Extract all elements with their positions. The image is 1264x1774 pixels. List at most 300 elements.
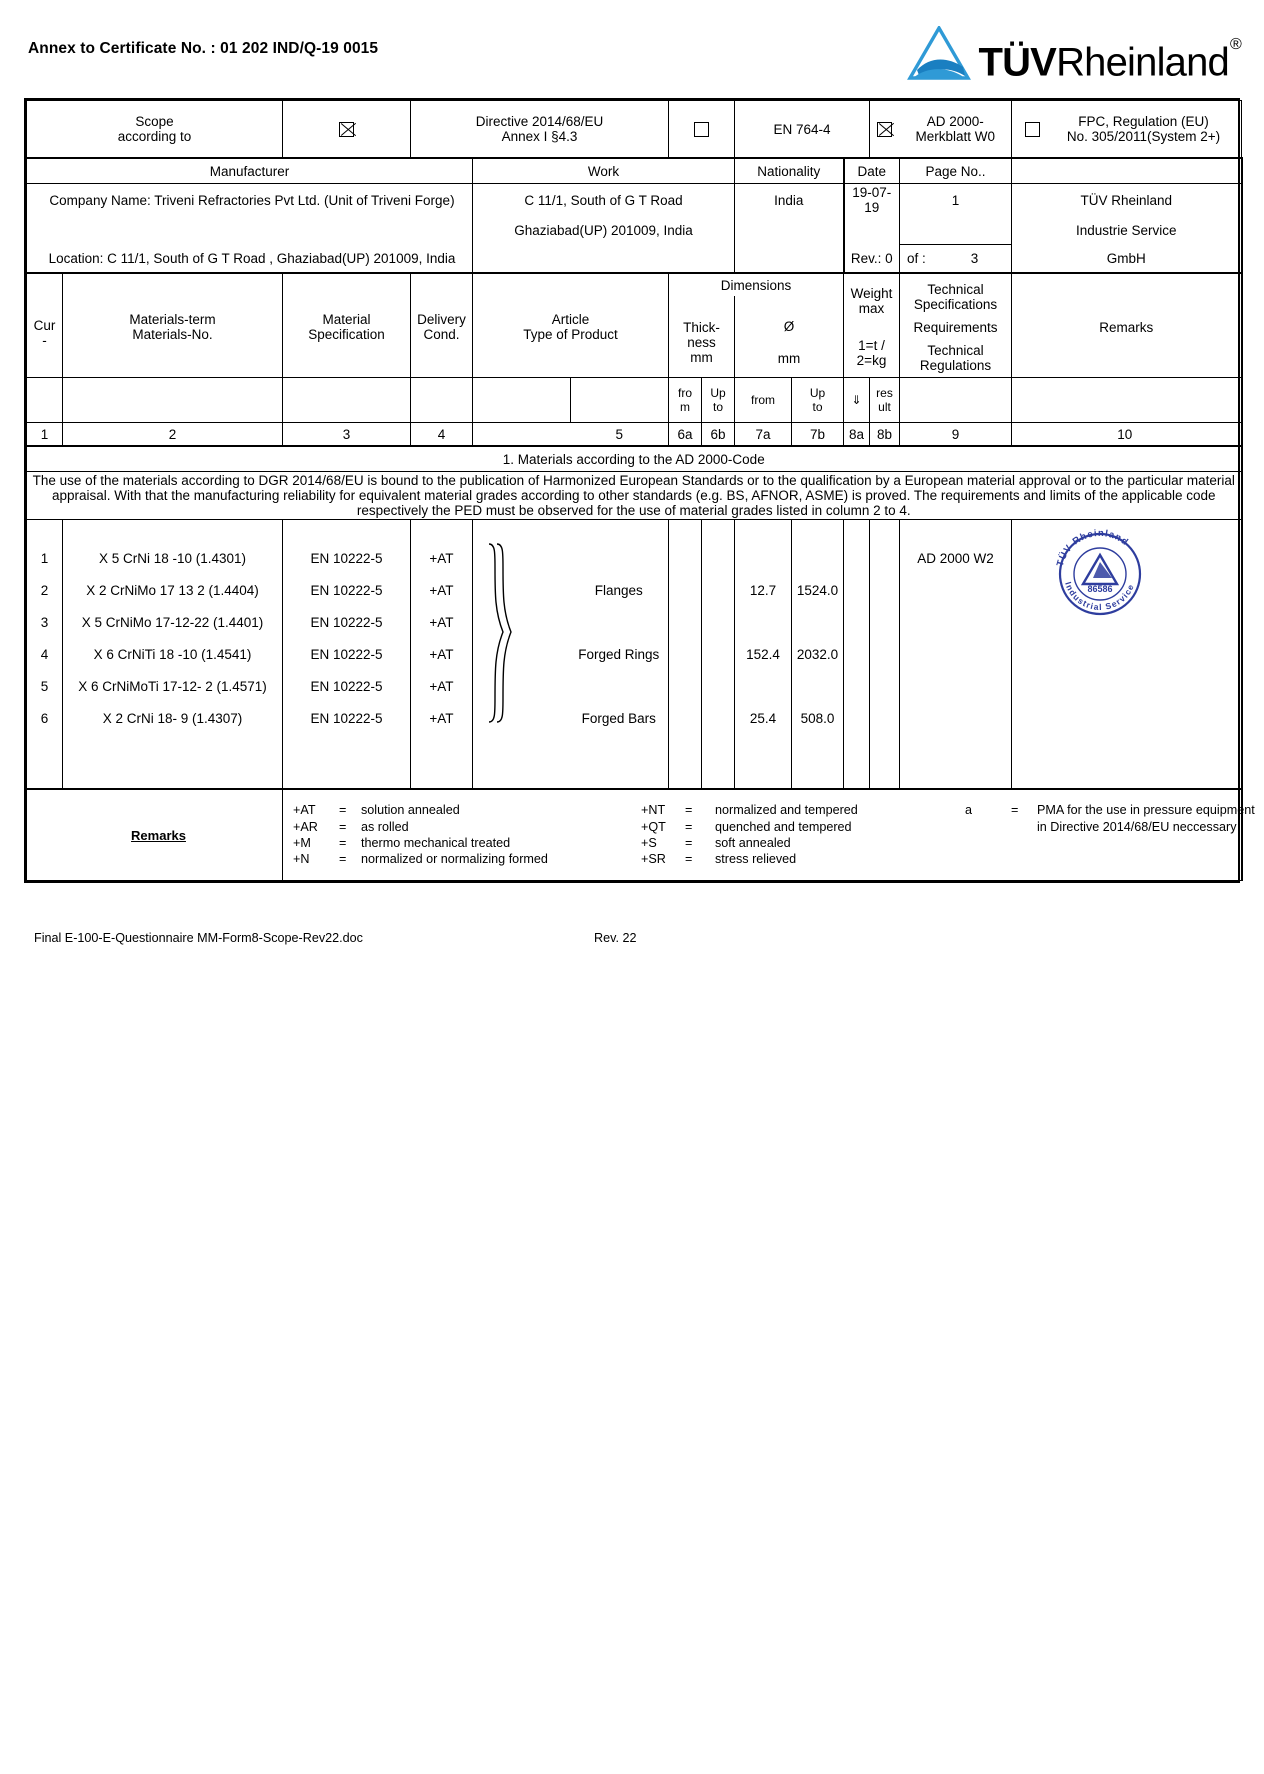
- row-2-thick-upto: [702, 574, 735, 606]
- spacer-6b: [702, 520, 735, 543]
- row-5-dia-from: [735, 670, 792, 702]
- blank-7b: [792, 734, 844, 789]
- certificate-annex-page: [0, 22, 1264, 1774]
- colnum-8a: 8a: [844, 423, 870, 447]
- row-6-cond: +AT: [411, 702, 473, 734]
- column-subsub-row: [27, 378, 1242, 423]
- row-1-dia-upto: [792, 542, 844, 574]
- table-row: [27, 606, 1242, 638]
- row-3-thick-from: [669, 606, 702, 638]
- col-materials-no: Materials-No.: [132, 327, 213, 342]
- legend-c2-text-1: normalized and tempered: [715, 803, 858, 818]
- scope-label-line2: according to: [117, 129, 192, 144]
- registered-trademark-icon: ®: [1230, 35, 1241, 53]
- page-no-blank: [900, 216, 1012, 244]
- date-header: Date: [844, 158, 900, 184]
- table-row: [27, 702, 1242, 734]
- legend-c2-eq-2: =: [685, 819, 693, 834]
- sub-diameter-from: [735, 378, 792, 423]
- col-diameter-symbol-icon: Ø: [783, 318, 795, 334]
- page-no-header: Page No..: [900, 158, 1012, 184]
- col-material-label: Material: [322, 312, 371, 327]
- colnum-7b: 7b: [792, 423, 844, 447]
- row-1-weight-arrow: [844, 542, 870, 574]
- column-numbers-row: [27, 423, 1242, 447]
- row-3-tech: [900, 606, 1012, 638]
- nationality-blank: [735, 216, 844, 244]
- sub-thickness-upto: [702, 378, 735, 423]
- colnum-brace-blank: [473, 423, 571, 447]
- legend-c3-text-2: in Directive 2014/68/EU neccessary: [1037, 819, 1237, 834]
- row-4-article: Forged Rings: [571, 638, 669, 670]
- sub-from2: from: [751, 393, 775, 407]
- sub-upto2-l1: Up: [809, 386, 826, 400]
- legend-c3-blank-a: [965, 819, 1011, 835]
- row-2-cond: +AT: [411, 574, 473, 606]
- checkbox-directive-2014-68-eu[interactable]: [339, 122, 354, 137]
- col-cond-label: Cond.: [423, 327, 460, 342]
- company-blank-line: [27, 216, 473, 244]
- row-3-remarks: [1012, 606, 1242, 638]
- legend-c3-text-1: PMA for the use in pressure equipment: [1037, 803, 1255, 818]
- row-4-dia-upto: 2032.0: [792, 638, 844, 670]
- colnum-8b: 8b: [870, 423, 900, 447]
- col-delivery-label: Delivery: [417, 312, 466, 327]
- row-4-thick-upto: [702, 638, 735, 670]
- row-4-weight-result: [870, 638, 900, 670]
- spacer-row: [27, 520, 1242, 543]
- sub-upto2-l2: to: [812, 400, 823, 414]
- col-thickness-l1: Thick-: [683, 319, 720, 335]
- row-5-article: [571, 670, 669, 702]
- spacer-article: [571, 520, 669, 543]
- row-2-remarks: [1012, 574, 1242, 606]
- table-row: [27, 638, 1242, 670]
- legend-c1-eq-1: =: [339, 803, 347, 818]
- legend-c2-eq-1: =: [685, 803, 693, 818]
- row-5-cur: 5: [27, 670, 63, 702]
- row-2-cur: 2: [27, 574, 63, 606]
- row-4-remarks: [1012, 638, 1242, 670]
- row-1-thick-from: [669, 542, 702, 574]
- col-tech-l1: Technical: [927, 281, 984, 297]
- issuer-line1: TÜV Rheinland: [1012, 184, 1242, 217]
- checkbox-en-764-4[interactable]: [694, 122, 709, 137]
- section-title-row: [27, 446, 1242, 472]
- row-2-article: Flanges: [571, 574, 669, 606]
- of-value: 3: [970, 250, 979, 266]
- row-2-material: X 2 CrNiMo 17 13 2 (1.4404): [63, 574, 283, 606]
- blank-brace: [473, 734, 571, 789]
- legend-c2-eq-3: =: [685, 836, 693, 850]
- row-1-cur: 1: [27, 542, 63, 574]
- col-article-label: Article: [551, 312, 590, 327]
- row-6-thick-from: [669, 702, 702, 734]
- row-1-spec: EN 10222-5: [283, 542, 411, 574]
- row-3-dia-upto: [792, 606, 844, 638]
- colnum-2: 2: [63, 423, 283, 447]
- table-row: [27, 670, 1242, 702]
- col-technical-spec-header: [900, 273, 1012, 378]
- article-grouping-brace: [473, 542, 571, 734]
- legend-c3-blank-h: [1037, 851, 1237, 867]
- col-cur-label: Cur: [33, 318, 56, 333]
- spacer-spec: [283, 520, 411, 543]
- checkbox-ad-2000[interactable]: [877, 122, 892, 137]
- checkbox-fpc-regulation[interactable]: [1025, 122, 1040, 137]
- legend-c3-eq: =: [1011, 803, 1019, 818]
- manufacturer-header: Manufacturer: [27, 158, 473, 184]
- spacer-6a: [669, 520, 702, 543]
- row-6-weight-result: [870, 702, 900, 734]
- legend-c2-code-1: +NT: [641, 803, 666, 818]
- colnum-6b: 6b: [702, 423, 735, 447]
- scope-checkbox-ad2000-cell[interactable]: [870, 101, 900, 159]
- scope-option-directive: [411, 101, 669, 159]
- issuer-line3: GmbH: [1012, 244, 1242, 273]
- legend-row: [27, 789, 1242, 881]
- company-name-value: Company Name: Triveni Refractories Pvt Ltd. (Unit of Triveni Forge): [27, 184, 473, 217]
- legend-c2-code-3: +S: [641, 836, 657, 850]
- sub-tech-blank: [900, 378, 1012, 423]
- row-6-remarks: [1012, 702, 1242, 734]
- row-1-material: X 5 CrNi 18 -10 (1.4301): [63, 542, 283, 574]
- document-header: [24, 22, 1240, 90]
- date-blank: [844, 216, 900, 244]
- col-thickness-l2: ness: [687, 334, 716, 350]
- row-5-thick-from: [669, 670, 702, 702]
- scope-option-fpc: [1012, 101, 1242, 159]
- date-value: 19-07-19: [844, 184, 900, 217]
- row-1-weight-result: [870, 542, 900, 574]
- sub-from-l2: m: [680, 400, 690, 414]
- col-tech-l4: Technical: [927, 342, 984, 358]
- row-1-article: [571, 542, 669, 574]
- legend-table: [293, 802, 1255, 868]
- nationality-blank2: [735, 244, 844, 273]
- colnum-5: 5: [571, 423, 669, 447]
- row-6-dia-upto: 508.0: [792, 702, 844, 734]
- col-weight-header: [844, 273, 900, 378]
- row-2-tech: [900, 574, 1012, 606]
- tuv-word-tuv: TÜV: [978, 40, 1057, 84]
- issuer-header-blank: [1012, 158, 1242, 184]
- scope-directive-line1: Directive 2014/68/EU: [475, 114, 604, 129]
- section-title: 1. Materials according to the AD 2000-Code: [27, 446, 1242, 472]
- col-cur-dash: -: [42, 333, 47, 348]
- nationality-header: Nationality: [735, 158, 844, 184]
- section-note-row: [27, 472, 1242, 520]
- row-4-cur: 4: [27, 638, 63, 670]
- info-details-row2: [27, 216, 1242, 244]
- spacer-8b: [870, 520, 900, 543]
- col-article-header: [473, 273, 669, 378]
- row-5-remarks: [1012, 670, 1242, 702]
- legend-c2-text-3: soft annealed: [715, 836, 791, 850]
- legend-c3-blank-b: [1011, 819, 1037, 835]
- row-2-weight-result: [870, 574, 900, 606]
- row-4-thick-from: [669, 638, 702, 670]
- legend-c3-blank-g: [1011, 851, 1037, 867]
- table-row: [27, 574, 1242, 606]
- svg-text:86586: 86586: [1087, 584, 1113, 594]
- col-tech-l5: Regulations: [919, 357, 992, 373]
- sub-from-l1: fro: [677, 386, 692, 400]
- page-no-value: 1: [900, 184, 1012, 217]
- info-details-row3: [27, 244, 1242, 273]
- table-row: [27, 542, 1242, 574]
- spacer-cur: [27, 520, 63, 543]
- sub-upto-l1: Up: [710, 386, 726, 400]
- scope-option-ad2000: [900, 101, 1012, 159]
- issuer-line2: Industrie Service: [1012, 216, 1242, 244]
- sub-thickness-from: [669, 378, 702, 423]
- location-value: Location: C 11/1, South of G T Road , Ghaziabad(UP) 201009, India: [27, 244, 473, 273]
- row-5-weight-result: [870, 670, 900, 702]
- row-5-material: X 6 CrNiMoTi 17-12- 2 (1.4571): [63, 670, 283, 702]
- blank-spec: [283, 734, 411, 789]
- scope-fpc-line1: FPC, Regulation (EU): [1078, 114, 1209, 129]
- sub-weight-result: [870, 378, 900, 423]
- legend-c2-code-2: +QT: [641, 819, 666, 834]
- column-headers-row: [27, 273, 1242, 296]
- col-tech-l3: Requirements: [913, 319, 998, 335]
- row-4-cond: +AT: [411, 638, 473, 670]
- row-4-tech: [900, 638, 1012, 670]
- col-materials-header: [63, 273, 283, 378]
- down-arrow-icon: ⇓: [851, 393, 862, 407]
- legend-c1-text-2: as rolled: [361, 819, 409, 834]
- col-tech-l2: Specifications: [913, 296, 998, 312]
- row-2-dia-from: 12.7: [735, 574, 792, 606]
- scope-checkbox-fpc-cell[interactable]: [1015, 121, 1049, 137]
- row-5-spec: EN 10222-5: [283, 670, 411, 702]
- page-title: Annex to Certificate No. : 01 202 IND/Q-19 0015: [28, 40, 379, 57]
- legend-row-4: [293, 851, 1237, 867]
- row-5-cond: +AT: [411, 670, 473, 702]
- colnum-6a: 6a: [669, 423, 702, 447]
- info-details-row: [27, 184, 1242, 217]
- legend-c2-text-4: stress relieved: [715, 852, 797, 867]
- row-6-tech: [900, 702, 1012, 734]
- work-address-line2: Ghaziabad(UP) 201009, India: [473, 216, 735, 244]
- col-specification-label: Specification: [308, 327, 385, 342]
- blank-materials: [63, 734, 283, 789]
- sub-spec-blank: [283, 378, 411, 423]
- blank-8a: [844, 734, 870, 789]
- scope-fpc-line2: No. 305/2011(System 2+): [1066, 129, 1221, 144]
- legend-c1-code-4: +N: [293, 852, 310, 867]
- row-2-dia-upto: 1524.0: [792, 574, 844, 606]
- legend-c1-code-1: +AT: [293, 803, 316, 818]
- spacer-10: [1012, 520, 1242, 543]
- row-6-cur: 6: [27, 702, 63, 734]
- row-6-weight-arrow: [844, 702, 870, 734]
- legend-c1-eq-4: =: [339, 852, 347, 867]
- blank-delivery: [411, 734, 473, 789]
- legend-c1-text-3: thermo mechanical treated: [361, 836, 511, 850]
- tuv-triangle-icon: [906, 26, 972, 84]
- col-weight-label: Weight: [850, 286, 893, 301]
- sub-materials-blank: [63, 378, 283, 423]
- tuv-word-rheinland: Rheinland: [1056, 40, 1229, 84]
- legend-c3-blank-e: [1037, 835, 1237, 851]
- row-1-cond: +AT: [411, 542, 473, 574]
- legend-row-3: [293, 835, 1237, 851]
- svg-text:Industrial Service: Industrial Service: [1063, 580, 1137, 613]
- col-remarks-header: Remarks: [1012, 273, 1242, 378]
- scope-directive-line2: Annex I §4.3: [501, 129, 578, 144]
- row-4-material: X 6 CrNiTi 18 -10 (1.4541): [63, 638, 283, 670]
- col-specification-header: [283, 273, 411, 378]
- sub-remarks-blank: [1012, 378, 1242, 423]
- legend-c3-blank-c: [965, 835, 1011, 851]
- col-type-of-product-label: Type of Product: [523, 327, 618, 342]
- row-3-cur: 3: [27, 606, 63, 638]
- spacer-9: [900, 520, 1012, 543]
- sub-cur-blank: [27, 378, 63, 423]
- row-4-spec: EN 10222-5: [283, 638, 411, 670]
- spacer-brace: [473, 520, 571, 543]
- blank-row: [27, 734, 1242, 789]
- row-3-weight-result: [870, 606, 900, 638]
- work-blank: [473, 244, 735, 273]
- sub-result-l1: res: [876, 386, 893, 400]
- of-label: of :: [907, 250, 926, 266]
- spacer-7b: [792, 520, 844, 543]
- row-6-material: X 2 CrNi 18- 9 (1.4307): [63, 702, 283, 734]
- spacer-7a: [735, 520, 792, 543]
- legend-content-cell: [283, 789, 1255, 881]
- certificate-table: [26, 100, 1255, 881]
- footer-filename: Final E-100-E-Questionnaire MM-Form8-Scope-Rev22.doc: [34, 931, 363, 945]
- legend-c1-eq-2: =: [339, 819, 347, 834]
- col-diameter-unit: mm: [777, 350, 801, 366]
- sub-upto-l2: to: [712, 400, 723, 414]
- blank-9: [900, 734, 1012, 789]
- legend-c3-code: a: [965, 803, 973, 818]
- spacer-materials: [63, 520, 283, 543]
- row-1-remarks: [1012, 542, 1242, 574]
- row-3-cond: +AT: [411, 606, 473, 638]
- col-weight-unit-l2: 2=kg: [856, 353, 887, 368]
- blank-7a: [735, 734, 792, 789]
- revision-value: Rev.: 0: [844, 244, 900, 273]
- scope-checkbox-en7644-cell[interactable]: [669, 101, 735, 159]
- nationality-value: India: [735, 184, 844, 217]
- tuv-rheinland-logo: [906, 22, 1240, 84]
- sub-diameter-upto: [792, 378, 844, 423]
- col-dimensions-header: Dimensions: [669, 273, 844, 296]
- work-address-line1: C 11/1, South of G T Road: [473, 184, 735, 217]
- row-6-dia-from: 25.4: [735, 702, 792, 734]
- legend-title: Remarks: [131, 827, 186, 843]
- row-6-spec: EN 10222-5: [283, 702, 411, 734]
- col-max-label: max: [858, 301, 885, 316]
- main-form-frame: [24, 98, 1255, 883]
- scope-option-en7644: [735, 101, 870, 159]
- col-cur-header: [27, 273, 63, 378]
- work-header: Work: [473, 158, 735, 184]
- legend-c1-text-4: normalized or normalizing formed: [361, 852, 548, 867]
- legend-c3-blank-d: [1011, 835, 1037, 851]
- row-3-material: X 5 CrNiMo 17-12-22 (1.4401): [63, 606, 283, 638]
- legend-c3-blank-f: [965, 851, 1011, 867]
- col-weight-unit-l1: 1=t /: [858, 338, 885, 353]
- row-2-weight-arrow: [844, 574, 870, 606]
- row-1-tech: AD 2000 W2: [900, 542, 1012, 574]
- blank-10: [1012, 734, 1242, 789]
- scope-ad2000-line1: AD 2000-: [926, 114, 984, 129]
- colnum-3: 3: [283, 423, 411, 447]
- legend-row-1: [293, 802, 1237, 818]
- blank-cur: [27, 734, 63, 789]
- legend-row-2: [293, 819, 1237, 835]
- sub-article-blank: [571, 378, 669, 423]
- colnum-10: 10: [1012, 423, 1242, 447]
- of-cell: [900, 244, 1012, 273]
- scope-row: [27, 101, 1242, 159]
- section-note: The use of the materials according to DGR 2014/68/EU is bound to the publication of Harmonized European Standards or to the qualification by a European material approval or to the particular material appraisal. With that the manufacturing reliability for equivalent material grades according to other standards (e.g. BS, AFNOR, ASME) is proved. The requirements and limits of the applicable code respectively the PED must be observed for the use of material grades listed in column 2 to 4.: [27, 472, 1242, 520]
- legend-c2-code-4: +SR: [641, 852, 666, 867]
- legend-c2-text-2: quenched and tempered: [715, 819, 852, 834]
- sub-weight-arrow: [844, 378, 870, 423]
- spacer-delivery: [411, 520, 473, 543]
- scope-label-cell: [27, 101, 283, 159]
- svg-text:TÜV Rheinland: TÜV Rheinland: [1054, 527, 1131, 568]
- legend-c1-code-3: +M: [293, 836, 311, 850]
- colnum-7a: 7a: [735, 423, 792, 447]
- row-3-dia-from: [735, 606, 792, 638]
- scope-label-line1: Scope: [135, 114, 174, 129]
- col-thickness-unit: mm: [690, 349, 713, 365]
- legend-c1-text-1: solution annealed: [361, 803, 460, 818]
- row-1-dia-from: [735, 542, 792, 574]
- col-thickness-header: [669, 296, 735, 377]
- document-footer: [34, 931, 1240, 951]
- spacer-8a: [844, 520, 870, 543]
- row-5-weight-arrow: [844, 670, 870, 702]
- row-4-dia-from: 152.4: [735, 638, 792, 670]
- footer-revision: Rev. 22: [594, 931, 637, 945]
- row-4-weight-arrow: [844, 638, 870, 670]
- scope-checkbox-directive-cell[interactable]: [283, 101, 411, 159]
- sub-result-l2: ult: [878, 400, 891, 414]
- row-3-weight-arrow: [844, 606, 870, 638]
- blank-6b: [702, 734, 735, 789]
- col-materials-term: Materials-term: [129, 312, 216, 327]
- col-delivery-header: [411, 273, 473, 378]
- row-3-article: [571, 606, 669, 638]
- row-2-spec: EN 10222-5: [283, 574, 411, 606]
- legend-c2-eq-4: =: [685, 852, 693, 867]
- colnum-4: 4: [411, 423, 473, 447]
- blank-6a: [669, 734, 702, 789]
- row-1-thick-upto: [702, 542, 735, 574]
- row-3-thick-upto: [702, 606, 735, 638]
- colnum-1: 1: [27, 423, 63, 447]
- row-5-dia-upto: [792, 670, 844, 702]
- legend-c1-code-2: +AR: [293, 819, 318, 834]
- legend-title-cell: [27, 789, 283, 881]
- row-5-thick-upto: [702, 670, 735, 702]
- row-3-spec: EN 10222-5: [283, 606, 411, 638]
- row-2-thick-from: [669, 574, 702, 606]
- sub-delivery-blank: [411, 378, 473, 423]
- blank-8b: [870, 734, 900, 789]
- row-6-thick-upto: [702, 702, 735, 734]
- blank-article: [571, 734, 669, 789]
